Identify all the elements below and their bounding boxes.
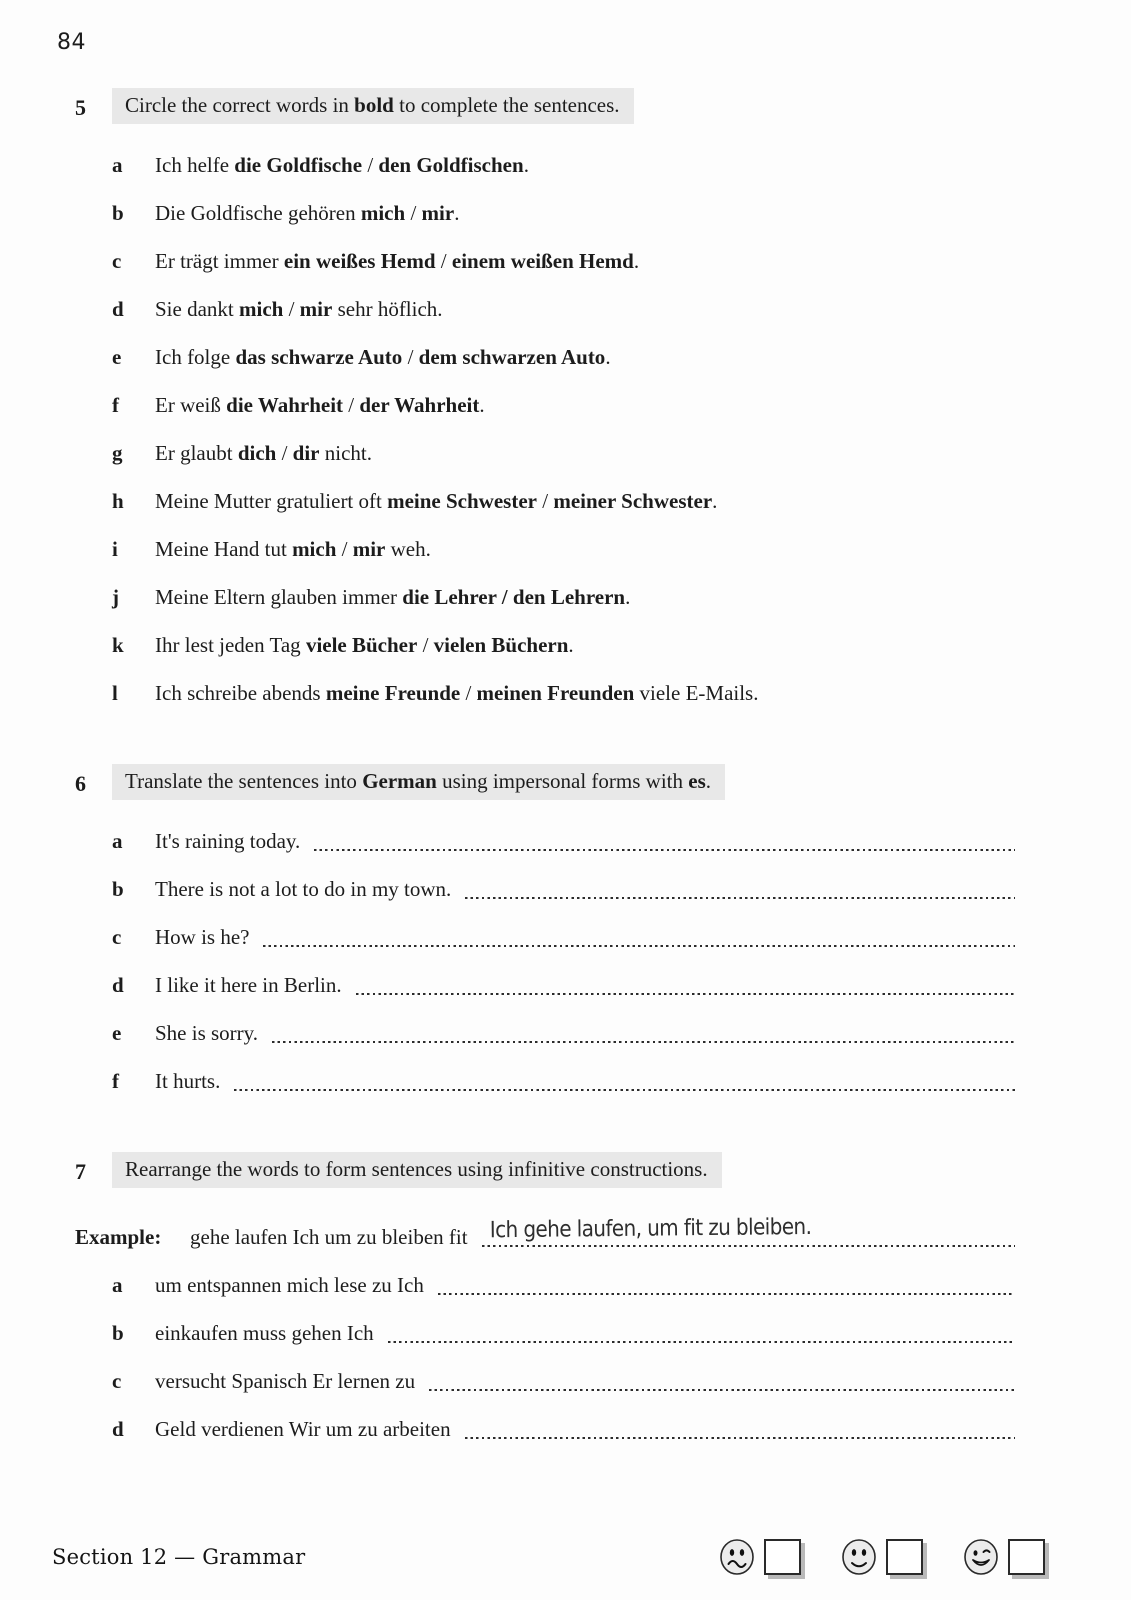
exercise-number: 6 xyxy=(75,771,86,796)
exercise-item xyxy=(58,248,1015,274)
item-letter: c xyxy=(112,925,122,949)
item-text: There is not a lot to do in my town. xyxy=(155,877,452,901)
item-letter: l xyxy=(112,681,118,705)
exercise-item xyxy=(58,876,1015,902)
item-letter: a xyxy=(112,829,123,853)
exercise-header xyxy=(58,764,1015,800)
page-number: 84 xyxy=(57,30,86,55)
exercise-item xyxy=(58,488,1015,514)
exercise-item xyxy=(58,924,1015,950)
exercise-item xyxy=(58,296,1015,322)
exercise-items xyxy=(58,1188,1015,1442)
item-text: einkaufen muss gehen Ich xyxy=(155,1321,374,1345)
confidence-pair xyxy=(719,1538,801,1576)
exercise-number: 5 xyxy=(75,95,86,120)
example-prompt: gehe laufen Ich um zu bleiben fit xyxy=(190,1225,468,1249)
item-text: Meine Mutter gratuliert oft meine Schwester / meiner Schwester. xyxy=(155,489,718,513)
exercise-items xyxy=(58,124,1015,706)
answer-line[interactable] xyxy=(438,1292,1015,1295)
item-letter: d xyxy=(112,973,124,997)
exercise-header xyxy=(58,1152,1015,1188)
exercise-item xyxy=(58,1020,1015,1046)
answer-line[interactable] xyxy=(234,1088,1015,1091)
item-text: How is he? xyxy=(155,925,250,949)
item-letter: d xyxy=(112,1417,124,1441)
answer-line[interactable] xyxy=(263,944,1015,947)
unsure-face-icon xyxy=(719,1538,755,1576)
answer-line[interactable] xyxy=(272,1040,1015,1043)
confidence-pair xyxy=(841,1538,923,1576)
item-text: Er weiß die Wahrheit / der Wahrheit. xyxy=(155,393,485,417)
exercise-item xyxy=(58,584,1015,610)
exercise xyxy=(58,1152,1015,1442)
item-text: Meine Hand tut mich / mir weh. xyxy=(155,537,431,561)
item-text: It's raining today. xyxy=(155,829,301,853)
exercise-item xyxy=(58,1416,1015,1442)
exercise-number: 7 xyxy=(75,1159,86,1184)
item-letter: b xyxy=(112,201,124,225)
item-text: I like it here in Berlin. xyxy=(155,973,342,997)
exercise-item xyxy=(58,1068,1015,1094)
item-text: She is sorry. xyxy=(155,1021,259,1045)
item-letter: f xyxy=(112,393,119,417)
item-text: Die Goldfische gehören mich / mir. xyxy=(155,201,460,225)
exercise-item xyxy=(58,392,1015,418)
exercise-item xyxy=(58,632,1015,658)
item-letter: b xyxy=(112,1321,124,1345)
happy-face-icon xyxy=(963,1538,999,1576)
item-text: Ich schreibe abends meine Freunde / meinen Freunden viele E-Mails. xyxy=(155,681,759,705)
item-letter: d xyxy=(112,297,124,321)
exercise-item xyxy=(58,680,1015,706)
item-text: Sie dankt mich / mir sehr höflich. xyxy=(155,297,443,321)
exercise-item xyxy=(58,440,1015,466)
item-text: Ihr lest jeden Tag viele Bücher / vielen Büchern. xyxy=(155,633,574,657)
item-letter: e xyxy=(112,1021,122,1045)
item-letter: j xyxy=(112,585,119,609)
exercise-items xyxy=(58,800,1015,1094)
confidence-checkbox[interactable] xyxy=(764,1539,801,1575)
item-text: Geld verdienen Wir um zu arbeiten xyxy=(155,1417,451,1441)
answer-line[interactable] xyxy=(356,992,1015,995)
item-letter: c xyxy=(112,249,122,273)
answer-line[interactable] xyxy=(388,1340,1015,1343)
item-text: It hurts. xyxy=(155,1069,221,1093)
confidence-checkbox[interactable] xyxy=(886,1539,923,1575)
item-letter: a xyxy=(112,1273,123,1297)
item-letter: b xyxy=(112,877,124,901)
item-text: Er glaubt dich / dir nicht. xyxy=(155,441,373,465)
exercise xyxy=(58,764,1015,1094)
exercise-instruction: Circle the correct words in bold to complete the sentences. xyxy=(112,88,634,124)
item-text: Meine Eltern glauben immer die Lehrer / den Lehrern. xyxy=(155,585,631,609)
example-label: Example: xyxy=(75,1225,162,1249)
item-text: Ich folge das schwarze Auto / dem schwarzen Auto. xyxy=(155,345,611,369)
confidence-pair xyxy=(963,1538,1045,1576)
answer-line[interactable] xyxy=(465,896,1015,899)
page-footer xyxy=(52,1538,1045,1576)
exercise-item xyxy=(58,1368,1015,1394)
item-letter: i xyxy=(112,537,118,561)
item-letter: f xyxy=(112,1069,119,1093)
item-letter: k xyxy=(112,633,124,657)
confidence-checkbox[interactable] xyxy=(1008,1539,1045,1575)
section-label: Section 12 — Grammar xyxy=(52,1545,306,1569)
item-text: versucht Spanisch Er lernen zu xyxy=(155,1369,416,1393)
exercise-item xyxy=(58,200,1015,226)
exercise-item xyxy=(58,536,1015,562)
exercise-instruction: Rearrange the words to form sentences using infinitive constructions. xyxy=(112,1152,722,1188)
item-letter: g xyxy=(112,441,123,465)
exercise-list xyxy=(58,88,1015,1442)
exercise-item xyxy=(58,1320,1015,1346)
exercise-item xyxy=(58,1272,1015,1298)
item-text: Er trägt immer ein weißes Hemd / einem weißen Hemd. xyxy=(155,249,640,273)
item-text: Ich helfe die Goldfische / den Goldfischen. xyxy=(155,153,529,177)
item-letter: a xyxy=(112,153,123,177)
exercise xyxy=(58,88,1015,706)
answer-line[interactable] xyxy=(465,1436,1015,1439)
example-answer-line[interactable] xyxy=(482,1212,1015,1247)
exercise-item xyxy=(58,828,1015,854)
answer-line[interactable] xyxy=(429,1388,1015,1391)
handwritten-answer: Ich gehe laufen, um fit zu bleiben. xyxy=(489,1212,812,1243)
example-row xyxy=(58,1212,1015,1250)
exercise-item xyxy=(58,972,1015,998)
item-letter: h xyxy=(112,489,124,513)
exercise-instruction: Translate the sentences into German using impersonal forms with es. xyxy=(112,764,725,800)
exercise-item xyxy=(58,152,1015,178)
confidence-rating xyxy=(719,1538,1045,1576)
exercise-header xyxy=(58,88,1015,124)
answer-line[interactable] xyxy=(314,848,1015,851)
neutral-face-icon xyxy=(841,1538,877,1576)
item-letter: c xyxy=(112,1369,122,1393)
item-text: um entspannen mich lese zu Ich xyxy=(155,1273,424,1297)
item-letter: e xyxy=(112,345,122,369)
exercise-item xyxy=(58,344,1015,370)
